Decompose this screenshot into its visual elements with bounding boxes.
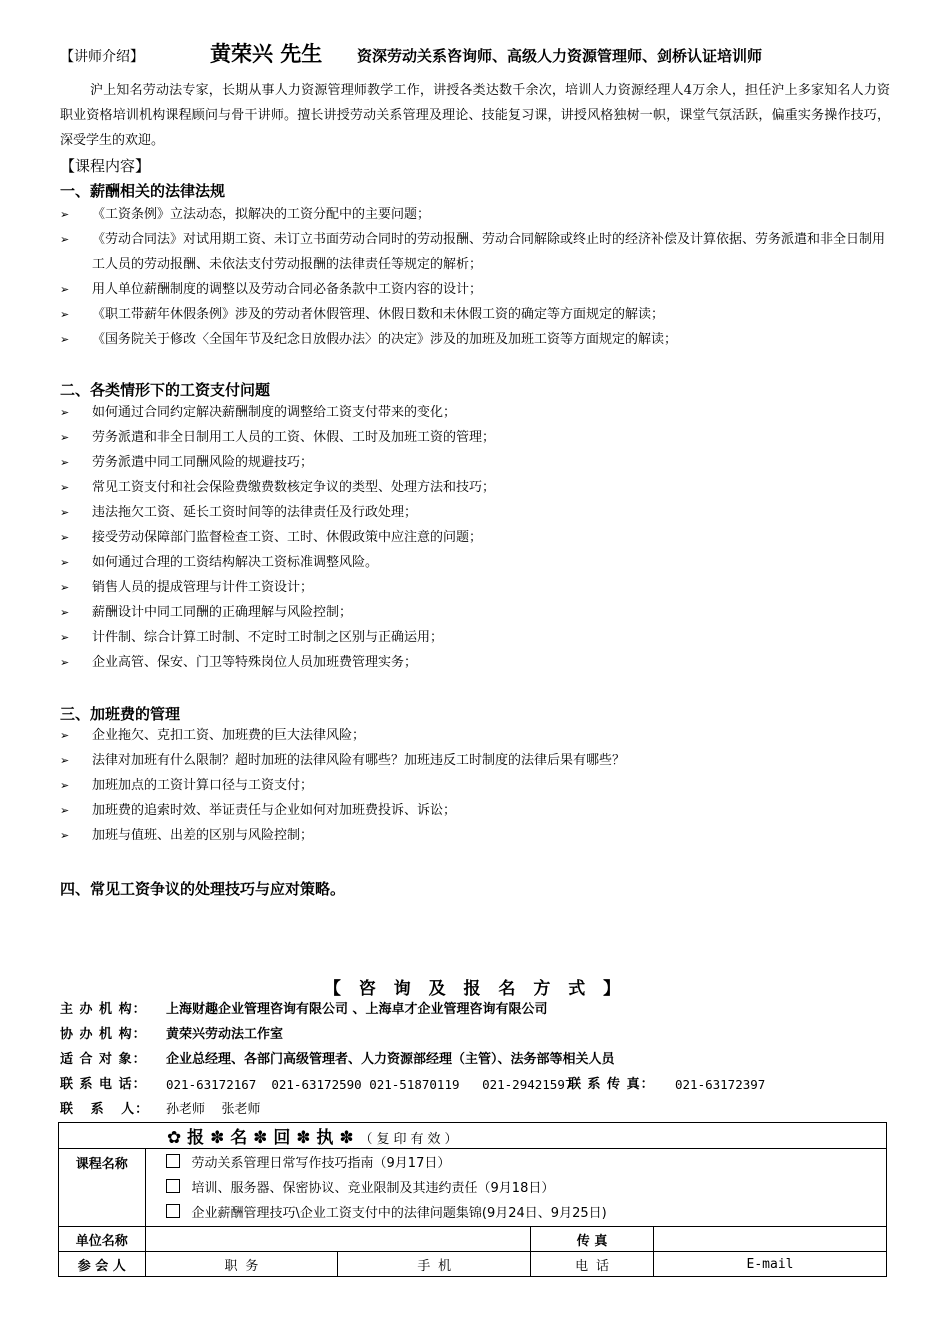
list-item <box>60 327 890 352</box>
course-options <box>145 1149 886 1227</box>
list-item-text: 法律对加班有什么限制？超时加班的法律风险有哪些？加班违反工时制度的法律后果有哪些？ <box>92 753 626 768</box>
list-item-text: 薪酬设计中同工同酬的正确理解与风险控制； <box>92 605 353 620</box>
section-1-list <box>60 202 890 352</box>
fax-value: 021-63172397 <box>675 1077 766 1092</box>
list-item-text: 劳务派遣中同工同酬风险的规避技巧； <box>92 455 314 470</box>
bullet-arrow-icon: ➢ <box>60 531 70 544</box>
bullet-arrow-icon: ➢ <box>60 431 70 444</box>
section-4-title: 四、常见工资争议的处理技巧与应对策略。 <box>60 880 346 898</box>
coorganizer-value: 黄荣兴劳动法工作室 <box>166 1027 284 1042</box>
bullet-arrow-icon: ➢ <box>60 308 70 321</box>
unit-name-field[interactable] <box>145 1227 531 1252</box>
list-item <box>60 550 890 575</box>
course-option-label: 企业薪酬管理技巧\企业工资支付中的法律问题集锦(9月24日、9月25日) <box>191 1206 607 1221</box>
bullet-arrow-icon: ➢ <box>60 481 70 494</box>
list-item-text: 加班与值班、出差的区别与风险控制； <box>92 828 314 843</box>
section-3-title: 三、加班费的管理 <box>60 705 181 723</box>
audience-value: 企业总经理、各部门高级管理者、人力资源部经理（主管）、法务部等相关人员 <box>166 1052 615 1067</box>
attendee-label: 参 会 人 <box>59 1252 146 1277</box>
list-item <box>60 500 890 525</box>
checkbox[interactable] <box>166 1179 180 1193</box>
list-item <box>60 277 890 302</box>
lecturer-label: 【讲师介绍】 <box>60 49 144 65</box>
lecturer-header <box>60 38 920 68</box>
list-item <box>60 600 890 625</box>
phone-row <box>60 1074 890 1096</box>
bullet-arrow-icon: ➢ <box>60 656 70 669</box>
organizer-label: 主 办 机 构： <box>60 1002 147 1017</box>
list-item-text: 常见工资支付和社会保险费缴费数核定争议的类型、处理方法和技巧； <box>92 480 496 495</box>
list-item-text: 企业高管、保安、门卫等特殊岗位人员加班费管理实务； <box>92 655 418 670</box>
course-option-label: 劳动关系管理日常写作技巧指南（9月17日） <box>191 1156 451 1171</box>
fax-field[interactable] <box>654 1227 887 1252</box>
list-item-text: 加班加点的工资计算口径与工资支付； <box>92 778 314 793</box>
coorganizer-label: 协 办 机 构： <box>60 1027 147 1042</box>
list-item-text: 计件制、综合计算工时制、不定时工时制之区别与正确运用； <box>92 630 444 645</box>
bullet-arrow-icon: ➢ <box>60 333 70 346</box>
bullet-arrow-icon: ➢ <box>60 581 70 594</box>
bullet-arrow-icon: ➢ <box>60 729 70 742</box>
unit-name-label: 单位名称 <box>59 1227 146 1252</box>
bullet-arrow-icon: ➢ <box>60 829 70 842</box>
course-content-label: 【课程内容】 <box>60 157 151 175</box>
course-option[interactable] <box>146 1201 886 1226</box>
bullet-arrow-icon: ➢ <box>60 208 70 221</box>
list-item <box>60 798 890 823</box>
list-item-text: 如何通过合同约定解决薪酬制度的调整给工资支付带来的变化； <box>92 405 457 420</box>
list-item <box>60 823 890 848</box>
course-option-label: 培训、服务器、保密协议、竞业限制及其违约责任（9月18日） <box>191 1181 555 1196</box>
list-item <box>60 475 890 500</box>
list-item <box>60 575 890 600</box>
bullet-arrow-icon: ➢ <box>60 606 70 619</box>
list-item <box>60 625 890 650</box>
lecturer-titles: 资深劳动关系咨询师、高级人力资源管理师、剑桥认证培训师 <box>357 47 763 65</box>
phone-values: 021-63172167 021-63172590 021-51870119 021-29421597 <box>166 1077 573 1092</box>
course-option[interactable] <box>146 1176 886 1201</box>
section-2-list <box>60 400 890 675</box>
list-item-text: 《国务院关于修改〈全国年节及纪念日放假办法〉的决定》涉及的加班及加班工资等方面规定的解读； <box>92 332 678 347</box>
bullet-arrow-icon: ➢ <box>60 506 70 519</box>
bullet-arrow-icon: ➢ <box>60 406 70 419</box>
bullet-arrow-icon: ➢ <box>60 754 70 767</box>
checkbox[interactable] <box>166 1154 180 1168</box>
bullet-arrow-icon: ➢ <box>60 233 70 246</box>
course-name-label: 课程名称 <box>59 1149 146 1227</box>
section-2-title: 二、各类情形下的工资支付问题 <box>60 381 271 399</box>
bullet-arrow-icon: ➢ <box>60 283 70 296</box>
list-item <box>60 748 890 773</box>
position-column-header: 职 务 <box>145 1252 338 1277</box>
bullet-arrow-icon: ➢ <box>60 456 70 469</box>
contact-value: 孙老师 张老师 <box>166 1102 261 1117</box>
list-item-text: 加班费的追索时效、举证责任与企业如何对加班费投诉、诉讼； <box>92 803 457 818</box>
fax-label: 联 系 传 真： <box>568 1077 655 1092</box>
list-item-text: 《职工带薪年休假条例》涉及的劳动者休假管理、休假日数和未休假工资的确定等方面规定的解读； <box>92 307 665 322</box>
mobile-column-header: 手 机 <box>338 1252 531 1277</box>
bullet-arrow-icon: ➢ <box>60 804 70 817</box>
consult-title: 【 咨 询 及 报 名 方 式 】 <box>323 979 627 999</box>
checkbox[interactable] <box>166 1204 180 1218</box>
section-3-list <box>60 723 890 848</box>
section-1-title: 一、薪酬相关的法律法规 <box>60 182 226 200</box>
audience-label: 适 合 对 象： <box>60 1052 147 1067</box>
list-item <box>60 723 890 748</box>
list-item-text: 接受劳动保障部门监督检查工资、工时、休假政策中应注意的问题； <box>92 530 483 545</box>
list-item <box>60 227 890 277</box>
phone-label: 联 系 电 话： <box>60 1077 147 1092</box>
form-copy-note: （复印有效） <box>359 1132 462 1147</box>
bullet-arrow-icon: ➢ <box>60 779 70 792</box>
list-item <box>60 302 890 327</box>
list-item <box>60 650 890 675</box>
email-column-header: E-mail <box>654 1252 887 1277</box>
list-item-text: 违法拖欠工资、延长工资时间等的法律责任及行政处理； <box>92 505 418 520</box>
bullet-arrow-icon: ➢ <box>60 631 70 644</box>
list-item <box>60 425 890 450</box>
list-item-text: 劳务派遣和非全日制用工人员的工资、休假、工时及加班工资的管理； <box>92 430 496 445</box>
list-item-text: 如何通过合理的工资结构解决工资标准调整风险。 <box>92 555 379 570</box>
list-item <box>60 400 890 425</box>
registration-form <box>58 1122 887 1277</box>
list-item-text: 用人单位薪酬制度的调整以及劳动合同必备条款中工资内容的设计； <box>92 282 483 297</box>
list-item-text: 企业拖欠、克扣工资、加班费的巨大法律风险； <box>92 728 366 743</box>
list-item <box>60 202 890 227</box>
list-item <box>60 525 890 550</box>
course-option[interactable] <box>146 1151 886 1176</box>
lecturer-name: 黄荣兴 先生 <box>210 42 323 66</box>
phone-column-header: 电 话 <box>531 1252 654 1277</box>
bullet-arrow-icon: ➢ <box>60 556 70 569</box>
fax-field-label: 传 真 <box>531 1227 654 1252</box>
list-item <box>60 450 890 475</box>
list-item-text: 《劳动合同法》对试用期工资、未订立书面劳动合同时的劳动报酬、劳动合同解除或终止时的经济补偿及计算依据、劳务派遣和非全日制用工人员的劳动报酬、未依法支付劳动报酬的法律责任等规定的解析； <box>92 232 886 272</box>
organizer-value: 上海财趣企业管理咨询有限公司 、上海卓才企业管理咨询有限公司 <box>166 1002 548 1017</box>
list-item-text: 销售人员的提成管理与计件工资设计； <box>92 580 314 595</box>
lecturer-intro: 沪上知名劳动法专家，长期从事人力资源管理师教学工作，讲授各类达数千余次，培训人力资源经理人4万余人，担任沪上多家知名人力资职业资格培训机构课程顾问与骨干讲师。擅长讲授劳动关系管理及理论、技能复习课，讲授风格独树一帜，课堂气氛活跃，偏重实务操作技巧，深受学生的欢迎。 <box>60 83 890 148</box>
form-title <box>59 1123 887 1149</box>
contact-label: 联 系 人： <box>60 1102 150 1117</box>
list-item <box>60 773 890 798</box>
list-item-text: 《工资条例》立法动态，拟解决的工资分配中的主要问题； <box>92 207 431 222</box>
form-title-text: ✿ 报 ✽ 名 ✽ 回 ✽ 执 ✽ <box>167 1128 354 1148</box>
